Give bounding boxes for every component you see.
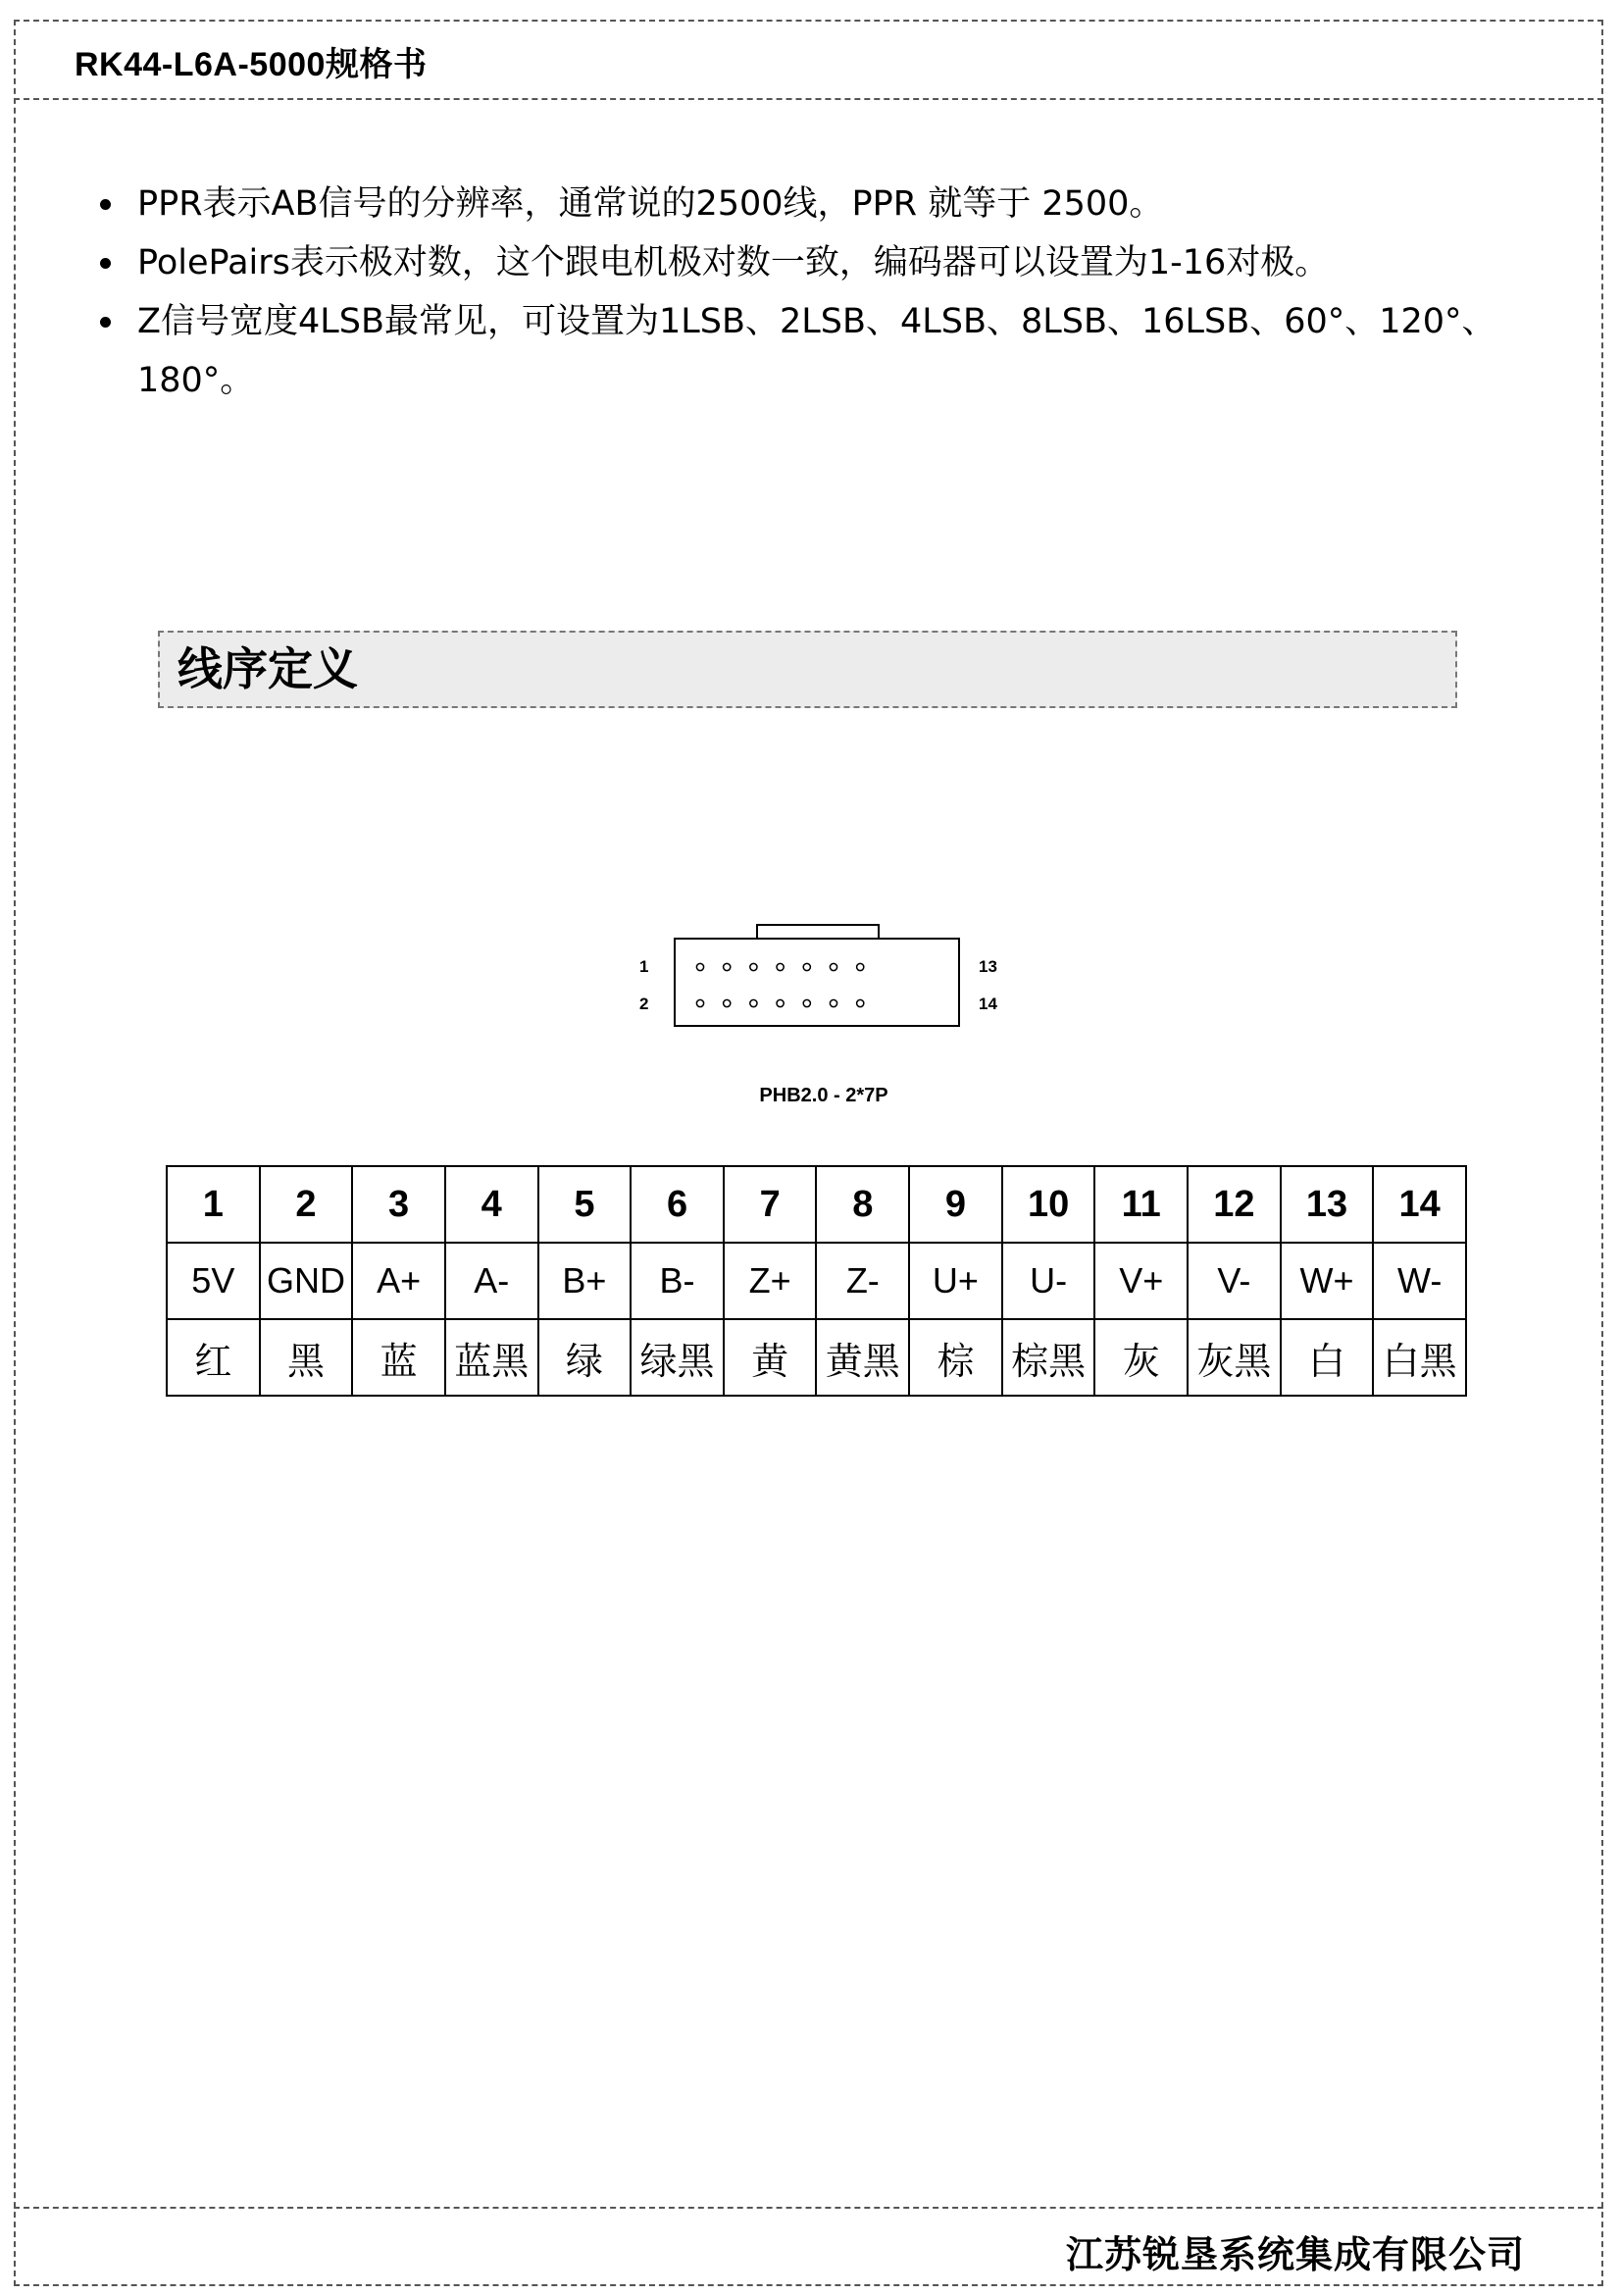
pin-number-cell: 11 bbox=[1094, 1166, 1188, 1243]
signal-row bbox=[167, 1243, 1466, 1319]
pin-hole bbox=[724, 963, 731, 970]
signal-cell: Z+ bbox=[724, 1243, 817, 1319]
company-name: 江苏锐垦系统集成有限公司 bbox=[1065, 2233, 1525, 2276]
pin-number-cell: 7 bbox=[724, 1166, 817, 1243]
pin-number-cell: 10 bbox=[1002, 1166, 1095, 1243]
bullet-item bbox=[98, 175, 1530, 233]
signal-cell: 5V bbox=[167, 1243, 260, 1319]
pin-hole bbox=[750, 963, 757, 970]
signal-cell: A- bbox=[445, 1243, 538, 1319]
pin-hole bbox=[830, 963, 836, 970]
wire-color-cell: 蓝 bbox=[352, 1319, 445, 1396]
connector-housing bbox=[675, 939, 959, 1026]
pin-hole bbox=[830, 999, 836, 1006]
wire-color-cell: 绿 bbox=[538, 1319, 632, 1396]
pin-label-left-top: 1 bbox=[639, 957, 649, 976]
pin-hole bbox=[724, 999, 731, 1006]
wire-color-cell: 灰黑 bbox=[1188, 1319, 1281, 1396]
pin-hole bbox=[696, 999, 703, 1006]
pin-hole bbox=[803, 963, 810, 970]
pin-hole bbox=[696, 963, 703, 970]
pin-label-right-top: 13 bbox=[979, 957, 997, 976]
wire-color-row bbox=[167, 1319, 1466, 1396]
bullet-text: PolePairs表示极对数，这个跟电机极对数一致，编码器可以设置为1-16对极。 bbox=[137, 243, 1330, 282]
wire-color-cell: 黄 bbox=[724, 1319, 817, 1396]
signal-cell: Z- bbox=[816, 1243, 909, 1319]
header-divider bbox=[14, 98, 1603, 100]
connector-outline bbox=[628, 922, 1020, 1098]
bullet-item bbox=[98, 292, 1530, 410]
pin-number-cell: 5 bbox=[538, 1166, 632, 1243]
wire-color-cell: 黑 bbox=[260, 1319, 353, 1396]
wire-color-cell: 红 bbox=[167, 1319, 260, 1396]
footer-divider bbox=[14, 2207, 1603, 2209]
bullet-icon bbox=[100, 258, 111, 269]
signal-cell: B+ bbox=[538, 1243, 632, 1319]
signal-cell: W+ bbox=[1281, 1243, 1374, 1319]
signal-cell: A+ bbox=[352, 1243, 445, 1319]
pin-hole bbox=[777, 963, 784, 970]
signal-cell: W- bbox=[1373, 1243, 1466, 1319]
connector-pins bbox=[696, 963, 863, 1006]
wire-color-cell: 黄黑 bbox=[816, 1319, 909, 1396]
document-title: RK44-L6A-5000规格书 bbox=[75, 46, 428, 83]
pin-hole bbox=[857, 963, 864, 970]
signal-cell: U- bbox=[1002, 1243, 1095, 1319]
pin-number-cell: 13 bbox=[1281, 1166, 1374, 1243]
signal-cell: U+ bbox=[909, 1243, 1002, 1319]
signal-cell: B- bbox=[631, 1243, 724, 1319]
pin-number-cell: 1 bbox=[167, 1166, 260, 1243]
signal-cell: V+ bbox=[1094, 1243, 1188, 1319]
wire-color-cell: 绿黑 bbox=[631, 1319, 724, 1396]
bullet-icon bbox=[100, 199, 111, 210]
signal-cell: V- bbox=[1188, 1243, 1281, 1319]
pin-label-left-bottom: 2 bbox=[639, 995, 649, 1013]
bullet-list bbox=[98, 175, 1530, 410]
wire-color-cell: 白黑 bbox=[1373, 1319, 1466, 1396]
wire-color-cell: 棕黑 bbox=[1002, 1319, 1095, 1396]
bullet-icon bbox=[100, 317, 111, 328]
pin-label-right-bottom: 14 bbox=[979, 995, 997, 1013]
section-heading: 线序定义 bbox=[158, 631, 1457, 708]
bullet-text: Z信号宽度4LSB最常见，可设置为1LSB、2LSB、4LSB、8LSB、16LSB、60°、120°、180°。 bbox=[137, 302, 1496, 400]
pin-number-cell: 14 bbox=[1373, 1166, 1466, 1243]
pin-number-cell: 3 bbox=[352, 1166, 445, 1243]
pin-number-cell: 9 bbox=[909, 1166, 1002, 1243]
connector-latch bbox=[757, 925, 879, 939]
wire-color-cell: 白 bbox=[1281, 1319, 1374, 1396]
bullet-item bbox=[98, 233, 1530, 292]
connector-caption: PHB2.0 - 2*7P bbox=[759, 1085, 888, 1106]
wire-color-cell: 蓝黑 bbox=[445, 1319, 538, 1396]
pin-hole bbox=[857, 999, 864, 1006]
bullet-text: PPR表示AB信号的分辨率，通常说的2500线，PPR 就等于 2500。 bbox=[137, 184, 1164, 224]
pin-number-cell: 12 bbox=[1188, 1166, 1281, 1243]
connector-diagram bbox=[628, 922, 1020, 1098]
pinout-table bbox=[166, 1165, 1467, 1397]
pin-number-row bbox=[167, 1166, 1466, 1243]
pin-number-cell: 8 bbox=[816, 1166, 909, 1243]
wire-color-cell: 灰 bbox=[1094, 1319, 1188, 1396]
pin-hole bbox=[803, 999, 810, 1006]
pin-hole bbox=[777, 999, 784, 1006]
wire-color-cell: 棕 bbox=[909, 1319, 1002, 1396]
pin-number-cell: 2 bbox=[260, 1166, 353, 1243]
pin-hole bbox=[750, 999, 757, 1006]
pin-number-cell: 6 bbox=[631, 1166, 724, 1243]
signal-cell: GND bbox=[260, 1243, 353, 1319]
pin-number-cell: 4 bbox=[445, 1166, 538, 1243]
